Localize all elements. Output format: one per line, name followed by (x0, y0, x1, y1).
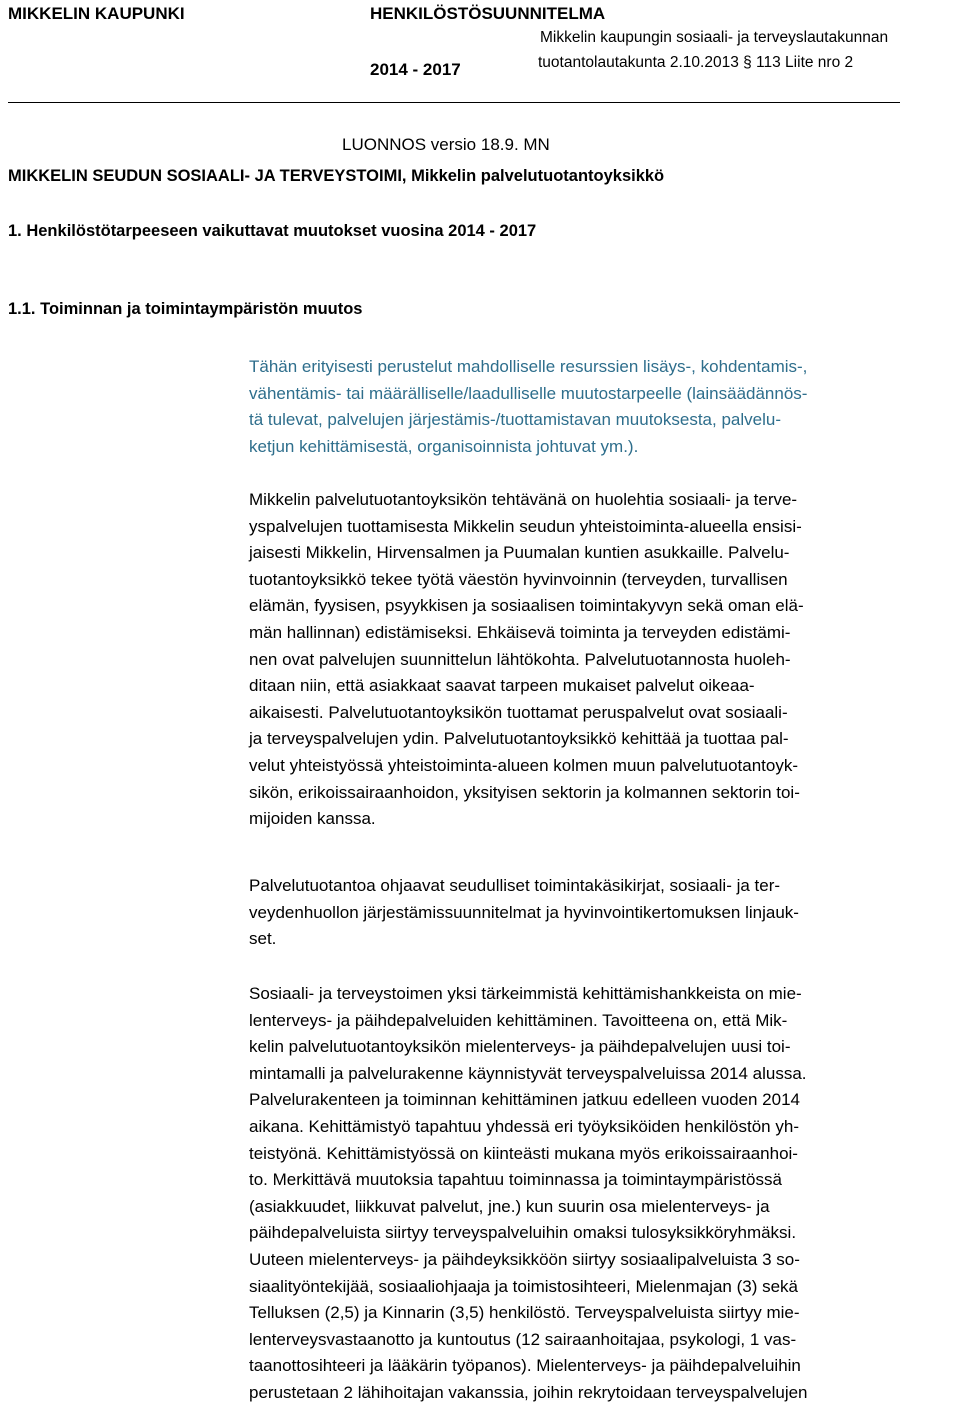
text-line: Palvelutuotantoa ohjaavat seudulliset toimintakäsikirjat, sosiaali- ja ter- (249, 876, 781, 895)
header-divider (8, 102, 900, 103)
text-line: ditaan niin, että asiakkaat saavat tarpeen mukaiset palvelut oikeaa- (249, 676, 755, 696)
text-line: aikana. Kehittämistyö tapahtuu yhdessä eri työyksiköiden henkilöstön yh- (249, 1116, 799, 1136)
text-line: teistyönä. Kehittämistyössä on kiinteästi mukana myös erikoissairaanhoi- (249, 1143, 798, 1163)
text-line: siaalityöntekijää, sosiaaliohjaaja ja toimistosihteeri, Mielenmajan (3) sekä (249, 1276, 798, 1296)
text-line: Palvelurakenteen ja toiminnan kehittäminen jatkuu edelleen vuoden 2014 (249, 1090, 800, 1110)
text-line: aikaisesti. Palvelutuotantoyksikön tuottamat peruspalvelut ovat sosiaali- (249, 702, 788, 722)
draft-version-label: LUONNOS versio 18.9. MN (342, 135, 550, 154)
paragraph-1 (249, 487, 939, 833)
text-line: veydenhuollon järjestämissuunnitelmat ja hyvinvointikertomuksen linjauk- (249, 902, 799, 922)
text-line: jaisesti Mikkelin, Hirvensalmen ja Puumalan kuntien asukkaille. Palvelu- (249, 543, 790, 563)
organization-name: MIKKELIN KAUPUNKI (8, 4, 185, 23)
intro-instructions (249, 354, 939, 460)
text-line: set. (249, 929, 277, 949)
text-line: Telluksen (2,5) ja Kinnarin (3,5) henkilöstö. Terveyspalveluista siirtyy mie- (249, 1303, 800, 1323)
text-line: Mikkelin palvelutuotantoyksikön tehtävänä on huolehtia sosiaali- ja terve- (249, 490, 798, 509)
text-line: tuotantoyksikkö tekee työtä väestön hyvinvoinnin (terveyden, turvallisen (249, 569, 788, 589)
document-title: HENKILÖSTÖSUUNNITELMA (370, 4, 606, 23)
board-reference (540, 25, 888, 75)
text-line: mijoiden kanssa. (249, 809, 376, 829)
text-line: lenterveysvastaanotto ja kuntoutus (12 sairaanhoitajaa, psykologi, 1 vas- (249, 1329, 797, 1349)
text-line: mintamalli ja palvelurakenne käynnistyvät terveyspalveluissa 2014 alussa. (249, 1063, 807, 1083)
text-line: nen ovat palvelujen suunnittelun lähtökohta. Palvelutuotannosta huoleh- (249, 649, 791, 669)
text-line: Sosiaali- ja terveystoimen yksi tärkeimmistä kehittämishankkeista on mie- (249, 984, 802, 1003)
text-line: kelin palvelutuotantoyksikön mielenterveys- ja päihdepalvelujen uusi toi- (249, 1037, 791, 1057)
text-line: Uuteen mielenterveys- ja päihdeyksikköön siirtyy sosiaalipalveluista 3 so- (249, 1249, 800, 1269)
paragraph-3 (249, 981, 939, 1407)
text-line: ja terveyspalvelujen ydin. Palvelutuotantoyksikkö kehittää ja tuottaa pal- (249, 729, 789, 749)
text-line: Tähän erityisesti perustelut mahdolliselle resurssien lisäys-, kohdentamis-, (249, 357, 808, 376)
text-line: ketjun kehittämisestä, organisoinnista johtuvat ym.). (249, 436, 639, 456)
text-line: män hallinnan) edistämiseksi. Ehkäisevä toiminta ja terveyden edistämi- (249, 622, 791, 642)
text-line: lenterveys- ja päihdepalveluiden kehittäminen. Tavoitteena on, että Mik- (249, 1010, 788, 1030)
text-line: vähentämis- tai määrälliselle/laadulliselle muutostarpeelle (lainsäädännös- (249, 383, 808, 403)
plan-years: 2014 - 2017 (370, 60, 461, 79)
text-line: (asiakkuudet, liikkuvat palvelut, jne.) kun suurin osa mielenterveys- ja (249, 1196, 770, 1216)
text-line: to. Merkittävä muutoksia tapahtuu toiminnassa ja toimintaympäristössä (249, 1170, 782, 1190)
paragraph-2 (249, 873, 939, 953)
section-heading-1: 1. Henkilöstötarpeeseen vaikuttavat muutokset vuosina 2014 - 2017 (8, 222, 537, 240)
text-line: perustetaan 2 lähihoitajan vakanssia, joihin rekrytoidaan terveyspalvelujen (249, 1382, 808, 1402)
text-line: velut yhteistyössä yhteistoiminta-alueen kolmen muun palvelutuotantoyk- (249, 755, 799, 775)
text-line: yspalvelujen tuottamisesta Mikkelin seudun yhteistoiminta-alueella ensisi- (249, 516, 802, 536)
text-line: tä tulevat, palvelujen järjestämis-/tuottamistavan muutoksesta, palvelu- (249, 410, 781, 430)
text-line: päihdepalveluista siirtyy terveyspalveluihin omaksi tulosyksikköryhmäksi. (249, 1223, 797, 1243)
text-line: elämän, fyysisen, psyykkisen ja sosiaalisen toimintakyvyn sekä oman elä- (249, 596, 804, 616)
board-line-1: Mikkelin kaupungin sosiaali- ja terveyslautakunnan (540, 29, 889, 46)
unit-title: MIKKELIN SEUDUN SOSIAALI- JA TERVEYSTOIMI, Mikkelin palvelutuotantoyksikkö (8, 167, 665, 185)
text-line: sikön, erikoissairaanhoidon, yksityisen sektorin ja kolmannen sektorin toi- (249, 782, 800, 802)
text-line: taanottosihteeri ja lääkärin työpanos). Mielenterveys- ja päihdepalveluihin (249, 1356, 801, 1376)
board-line-2: tuotantolautakunta 2.10.2013 § 113 Liite nro 2 (538, 54, 854, 71)
section-heading-1-1: 1.1. Toiminnan ja toimintaympäristön muutos (8, 300, 363, 318)
